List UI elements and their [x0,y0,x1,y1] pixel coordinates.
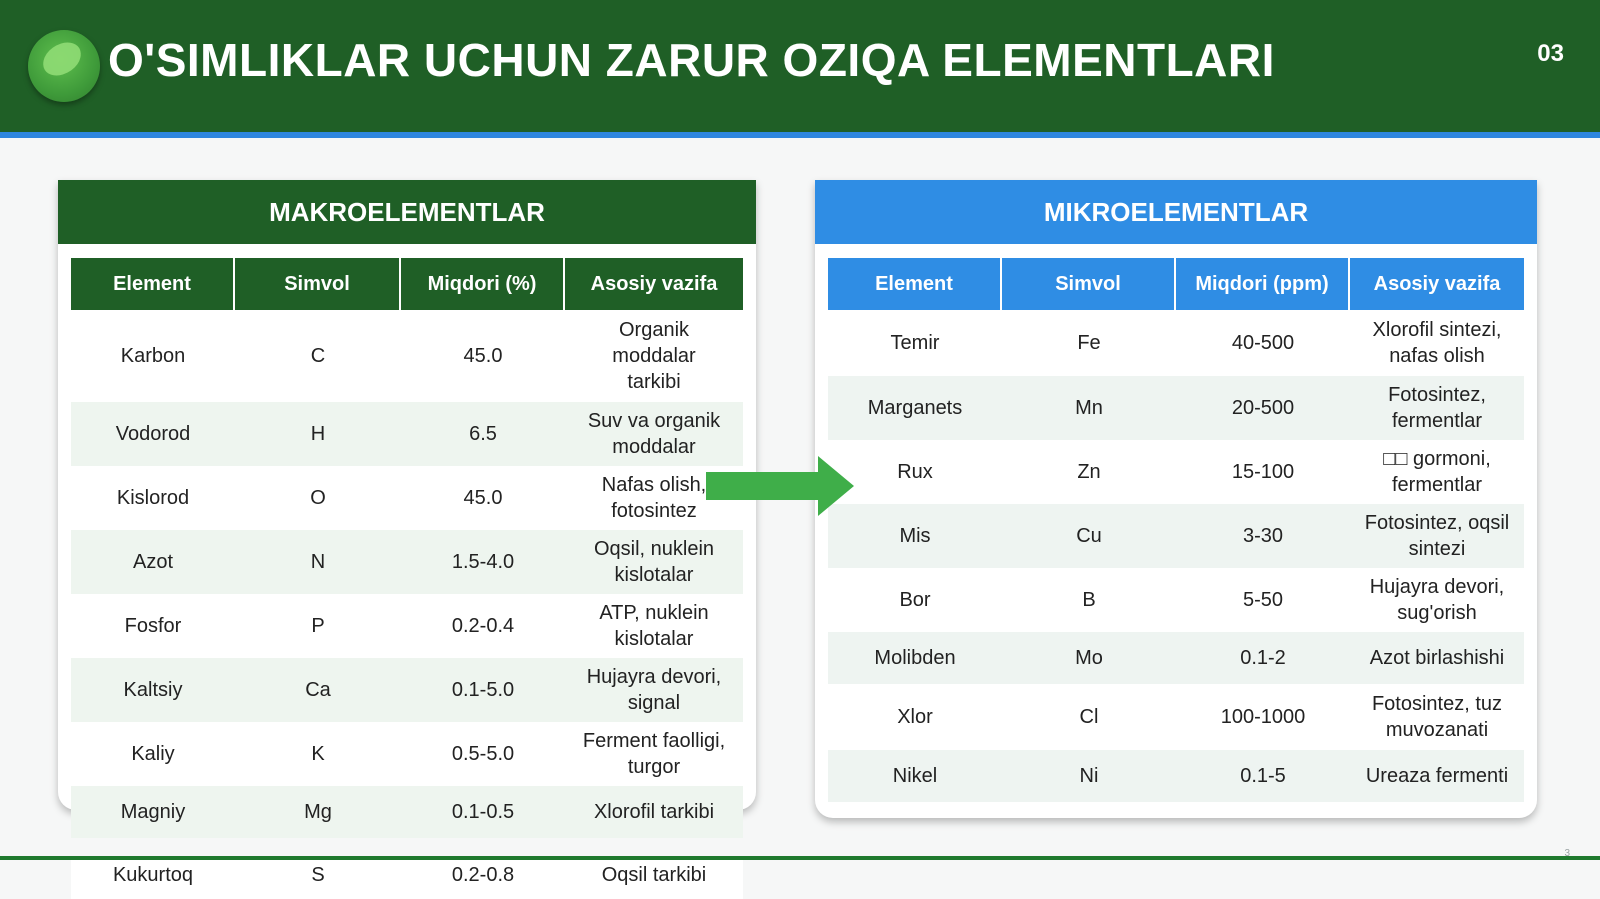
cell-function: Fotosintez, tuz muvozanati [1371,693,1503,741]
cell-amount: 0.1-5 [1176,750,1350,802]
cell-function: Fotosintez, fermentlar [1350,376,1524,440]
microelements-table [828,258,1524,802]
cell-amount: 45.0 [463,487,503,509]
table-row [828,504,1524,568]
cell-amount: 100-1000 [1220,706,1306,728]
cell-element: Mis [828,504,1002,568]
leaf-icon [28,30,100,102]
cell-symbol: Cu [1002,504,1176,568]
table-row [71,530,743,594]
header-accent-line [0,132,1600,138]
table-row [828,376,1524,440]
arrow-right-icon [706,456,854,516]
cell-function: Hujayra devori, signal [565,658,743,722]
cell-function: □□ gormoni, fermentlar [1383,448,1491,496]
cell-symbol: P [311,615,325,637]
cell-function: Oqsil, nuklein kislotalar [565,530,743,594]
cell-symbol: S [311,864,325,886]
cell-element: Magniy [71,786,235,838]
cell-element: Xlor [897,706,933,728]
column-header: Miqdori (%) [401,258,565,310]
table-row [71,466,743,530]
cell-function: Organik moddalar tarkibi [612,319,696,393]
cell-function: Azot birlashishi [1350,632,1524,684]
table-row [71,594,743,658]
cell-symbol: O [310,487,326,509]
table-header-row [828,258,1524,310]
cell-amount: 1.5-4.0 [401,530,565,594]
cell-amount: 20-500 [1176,376,1350,440]
table-header-row [71,258,743,310]
cell-amount: 0.1-2 [1176,632,1350,684]
cell-element: Kaltsiy [71,658,235,722]
cell-function: Suv va organik moddalar [565,402,743,466]
cell-element: Rux [897,461,933,483]
page-number: 03 [1537,40,1564,67]
cell-element: Vodorod [71,402,235,466]
cell-element: Molibden [828,632,1002,684]
cell-symbol: Ca [235,658,401,722]
cell-function: Xlorofil tarkibi [565,786,743,838]
cell-amount: 3-30 [1176,504,1350,568]
cell-function: Hujayra devori, sug'orish [1369,576,1505,624]
table-row [71,658,743,722]
column-header: Simvol [235,258,401,310]
cell-symbol: C [310,345,326,367]
cell-amount: 0.2-0.8 [451,864,515,886]
cell-function: Fotosintez, oqsil sintezi [1350,504,1524,568]
cell-function: ATP, nuklein kislotalar [599,602,709,650]
cell-symbol: N [235,530,401,594]
column-header: Element [71,258,235,310]
cell-element: Temir [890,332,940,354]
column-header: Miqdori (ppm) [1176,258,1350,310]
slide-title: O'SIMLIKLAR UCHUN ZARUR OZIQA ELEMENTLARI [108,34,1275,86]
table-row [828,568,1524,632]
column-header: Simvol [1002,258,1176,310]
cell-symbol: Zn [1077,461,1101,483]
cell-element: Kukurtoq [112,864,194,886]
table-row-overflow [71,860,743,899]
microelements-panel [815,180,1537,818]
cell-element: Kislorod [116,487,190,509]
cell-function: Nafas olish, fotosintez [601,474,707,522]
cell-symbol: Mn [1002,376,1176,440]
cell-symbol: Ni [1002,750,1176,802]
cell-function: Ferment faolligi, turgor [582,730,726,778]
cell-symbol: Mg [235,786,401,838]
cell-element: Azot [71,530,235,594]
cell-amount: 5-50 [1242,589,1284,611]
cell-amount: 6.5 [401,402,565,466]
cell-element: Fosfor [124,615,182,637]
cell-symbol: Cl [1079,706,1099,728]
column-header: Asosiy vazifa [1350,258,1524,310]
slide-header [0,0,1600,132]
footer-page-number: 3 [1564,848,1570,859]
microelements-title: MIKROELEMENTLAR [815,180,1537,244]
table-row [71,722,743,786]
cell-amount: 40-500 [1231,332,1295,354]
cell-amount: 0.1-0.5 [401,786,565,838]
cell-amount: 15-100 [1231,461,1295,483]
column-header: Element [828,258,1002,310]
table-row [828,310,1524,376]
cell-amount: 0.1-5.0 [401,658,565,722]
cell-symbol: B [1082,589,1096,611]
cell-symbol: H [235,402,401,466]
cell-function: Oqsil tarkibi [601,864,707,886]
table-row [828,750,1524,802]
macroelements-title: MAKROELEMENTLAR [58,180,756,244]
cell-amount: 0.2-0.4 [451,615,515,637]
table-row [71,310,743,402]
table-row [71,786,743,838]
cell-function: Ureaza fermenti [1350,750,1524,802]
cell-amount: 0.5-5.0 [451,743,515,765]
cell-symbol: Mo [1002,632,1176,684]
cell-symbol: K [311,743,325,765]
cell-element: Bor [899,589,931,611]
table-row [71,402,743,466]
cell-element: Nikel [828,750,1002,802]
cell-element: Karbon [120,345,186,367]
cell-symbol: Fe [1077,332,1101,354]
macroelements-panel [58,180,756,823]
cell-function: Xlorofil sintezi, nafas olish [1372,319,1502,367]
macroelements-table [71,258,743,838]
cell-amount: 45.0 [463,345,503,367]
table-row [828,632,1524,684]
table-row [828,440,1524,504]
cell-element: Marganets [828,376,1002,440]
table-row [828,684,1524,750]
column-header: Asosiy vazifa [565,258,743,310]
cell-element: Kaliy [131,743,175,765]
